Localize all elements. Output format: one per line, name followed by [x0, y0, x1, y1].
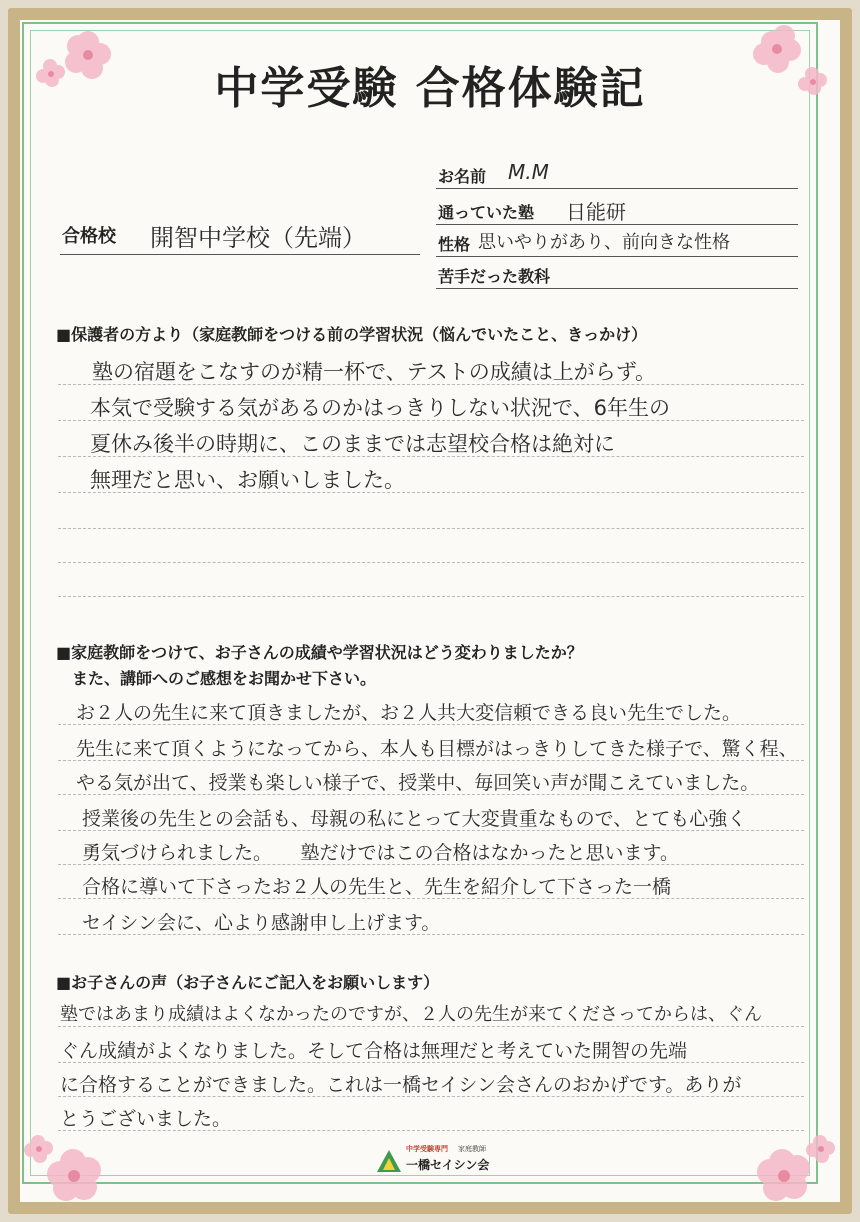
section2-line-6: 合格に導いて下さったお２人の先生と、先生を紹介して下さった一橋	[82, 876, 672, 898]
logo-tag-right: 家庭教師	[458, 1145, 486, 1153]
section3-line-2: ぐん成績がよくなりました。そして合格は無理だと考えていた開智の先端	[60, 1040, 688, 1062]
flower-bottom-right-icon	[742, 1112, 842, 1212]
section1-line-1: 塾の宿題をこなすのが精一杯で、テストの成績は上がらず。	[92, 360, 657, 384]
name-value: M.M	[508, 160, 549, 184]
weak-subject-underline	[436, 288, 798, 289]
section3-line-4: とうございました。	[60, 1108, 232, 1130]
personality-label: 性格	[438, 235, 471, 254]
juku-underline	[436, 224, 798, 225]
section2-heading-line1: ■家庭教師をつけて、お子さんの成績や学習状況はどう変わりましたか？	[56, 643, 583, 662]
logo-tag-left: 中学受験専門	[406, 1145, 448, 1153]
school-value: 開智中学校（先端）	[150, 224, 366, 252]
section1-line-3: 夏休み後半の時期に、このままでは志望校合格は絶対に	[90, 432, 615, 456]
weak-subject-label: 苦手だった教科	[438, 267, 551, 286]
rule-line	[58, 528, 804, 529]
rule-line	[58, 1026, 804, 1027]
personality-underline	[436, 256, 798, 257]
section2-heading-line2: また、講師へのご感想をお聞かせ下さい。	[72, 669, 377, 688]
company-logo	[376, 1140, 496, 1180]
logo-name: 一橋セイシン会	[406, 1158, 490, 1172]
school-label: 合格校	[62, 226, 116, 247]
school-underline	[60, 254, 420, 255]
name-underline	[436, 188, 798, 189]
juku-label: 通っていた塾	[438, 203, 535, 222]
juku-value: 日能研	[566, 200, 626, 224]
section3-line-3: に合格することができました。これは一橋セイシン会さんのおかげです。ありが	[60, 1074, 742, 1096]
rule-line	[58, 596, 804, 597]
name-label: お名前	[438, 167, 487, 186]
section1-line-4: 無理だと思い、お願いしました。	[90, 468, 405, 492]
section1-heading: ■保護者の方より（家庭教師をつける前の学習状況（悩んでいたこと、きっかけ）	[56, 325, 648, 344]
section3-heading: ■お子さんの声（お子さんにご記入をお願いします）	[56, 973, 440, 992]
section2-line-4: 授業後の先生との会話も、母親の私にとって大変貴重なもので、とても心強く	[82, 808, 747, 830]
section2-line-3: やる気が出て、授業も楽しい様子で、授業中、毎回笑い声が聞こえていました。	[76, 772, 760, 794]
section3-line-1: 塾ではあまり成績はよくなかったのですが、２人の先生が来てくださってからは、ぐん	[60, 1004, 762, 1025]
section1-line-2: 本気で受験する気があるのかはっきりしない状況で、6年生の	[90, 396, 670, 420]
section2-line-1: お２人の先生に来て頂きましたが、お２人共大変信頼できる良い先生でした。	[76, 702, 742, 724]
section2-line-5: 勇気づけられました。 塾だけではこの合格はなかったと思います。	[82, 842, 679, 864]
page-title: 中学受験 合格体験記	[214, 63, 646, 114]
personality-value: 思いやりがあり、前向きな性格	[478, 232, 730, 253]
logo-mark-icon	[376, 1148, 402, 1174]
rule-line	[58, 562, 804, 563]
section2-line-2: 先生に来て頂くようになってから、本人も目標がはっきりしてきた様子で、驚く程、	[76, 738, 798, 760]
section2-line-7: セイシン会に、心より感謝申し上げます。	[82, 912, 441, 934]
